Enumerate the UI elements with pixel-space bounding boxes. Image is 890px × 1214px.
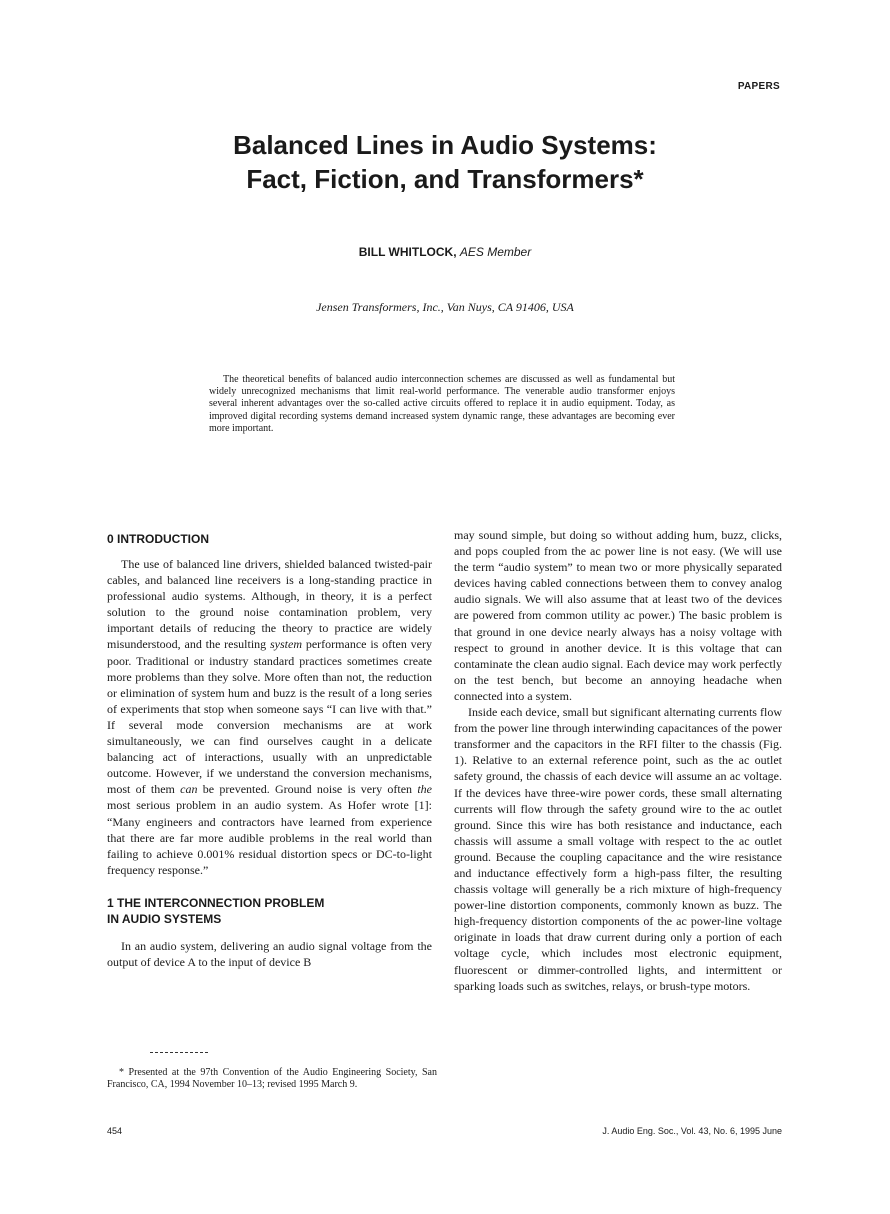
- section-heading-interconnection: [107, 895, 432, 927]
- emphasis-the: the: [417, 782, 433, 797]
- page-number: 454: [107, 1126, 123, 1136]
- heading-line-1: 1 THE INTERCONNECTION PROBLEM: [107, 895, 325, 910]
- footnote-divider: [150, 1052, 208, 1053]
- emphasis-system: system: [270, 637, 303, 652]
- title-line-1: Balanced Lines in Audio Systems:: [233, 130, 657, 160]
- text-run: be prevented. Ground noise is very often: [197, 782, 418, 797]
- journal-reference: J. Audio Eng. Soc., Vol. 43, No. 6, 1995 June: [602, 1126, 782, 1136]
- text-run: most serious problem in an audio system. As Hofer wrote [1]: “Many engineers and contractors have learned from experience that there are far more audible problems in the real world than failing to achieve 0.001% residual distortion specs or DC-to-light frequency response.”: [107, 798, 432, 877]
- left-column: [107, 531, 432, 970]
- text-run: performance is often very poor. Traditional or industry standard practices sometimes create more problems than they solve. More often than not, the reduction or elimination of system hum and buzz is the result of a long series of experiments that stop when someone says “I can live with that.” If several mode conversion mechanisms are at work simultaneously, we can find ourselves caught in a delicate balancing act of interactions, usually with an unpredictable outcome. However, if we understand the conversion mechanisms, most of them: [107, 637, 432, 797]
- heading-line-2: IN AUDIO SYSTEMS: [107, 911, 222, 926]
- footnote: * Presented at the 97th Convention of the Audio Engineering Society, San Francisco, CA, 1994 November 10–13; revised 1995 March 9.: [107, 1067, 437, 1090]
- interconnection-paragraph-continued: may sound simple, but doing so without adding hum, buzz, clicks, and pops coupled from the ac power line is not easy. (We will use the term “audio system” to mean two or more physically separated devices having cabled connections between them to convey analog audio signals. We will also assume that at least two of the devices are powered from common utility ac power.) The basic problem is that ground in one device nearly always has a noisy voltage with respect to ground in another device. It is this voltage that can contaminate the clean audio signal. Each device may work perfectly on the test bench, but become an annoying headache when connected into a system.: [454, 528, 782, 703]
- author-name: BILL WHITLOCK,: [358, 245, 457, 259]
- introduction-paragraph: [107, 556, 432, 878]
- author-line: [150, 245, 740, 259]
- title-line-2: Fact, Fiction, and Transformers*: [246, 164, 644, 194]
- emphasis-can: can: [180, 782, 198, 797]
- section-label: PAPERS: [737, 81, 780, 92]
- text-run: The use of balanced line drivers, shielded balanced twisted-pair cables, and balanced line receivers is a long-standing practice in professional audio systems. Although, in theory, it is a perfect solution to the ground noise contamination problem, very important details of reducing the theory to practice are widely misunderstood, and the resulting: [107, 557, 432, 652]
- article-title: [150, 128, 740, 196]
- author-affiliation: Jensen Transformers, Inc., Van Nuys, CA 91406, USA: [316, 300, 574, 314]
- abstract: The theoretical benefits of balanced audio interconnection schemes are discussed as well as fundamental but widely unrecognized mechanisms that limit real-world performance. The venerable audio transformer enjoys several inherent advantages over the so-called active circuits offered to replace it in audio equipment. Today, as improved digital recording systems demand increased system dynamic range, these advantages are becoming ever more important.: [209, 374, 675, 434]
- section-heading-introduction: 0 INTRODUCTION: [107, 532, 209, 546]
- interconnection-paragraph-2: Inside each device, small but significant alternating currents flow from the power line through interwinding capacitances of the power transformer and the capacitors in the RFI filter to the chassis (Fig. 1). Relative to an external reference point, such as the ac outlet safety ground, the chassis of each device will assume an ac voltage. If the devices have three-wire power cords, these small alternating currents will flow through the safety ground wire to the ac outlet ground. Since this wire has both resistance and inductance, each chassis will assume a small voltage with respect to the ac outlet ground. Because the coupling capacitance and the wire resistance and inductance effectively form a high-pass filter, the resulting chassis voltage will generally be a rich mixture of high-frequency power-line distortion components, commonly known as buzz. The high-frequency distortion components of the ac power-line voltage originate in loads that draw current during only a portion of each voltage cycle, which includes most electronic equipment, fluorescent or dimmer-controlled lights, and intermittent or sparking loads such as switches, relays, or brush-type motors.: [454, 705, 782, 993]
- right-column: [454, 527, 782, 994]
- author-membership: AES Member: [459, 245, 532, 259]
- interconnection-paragraph-start: In an audio system, delivering an audio signal voltage from the output of device A to the input of device B: [107, 938, 432, 969]
